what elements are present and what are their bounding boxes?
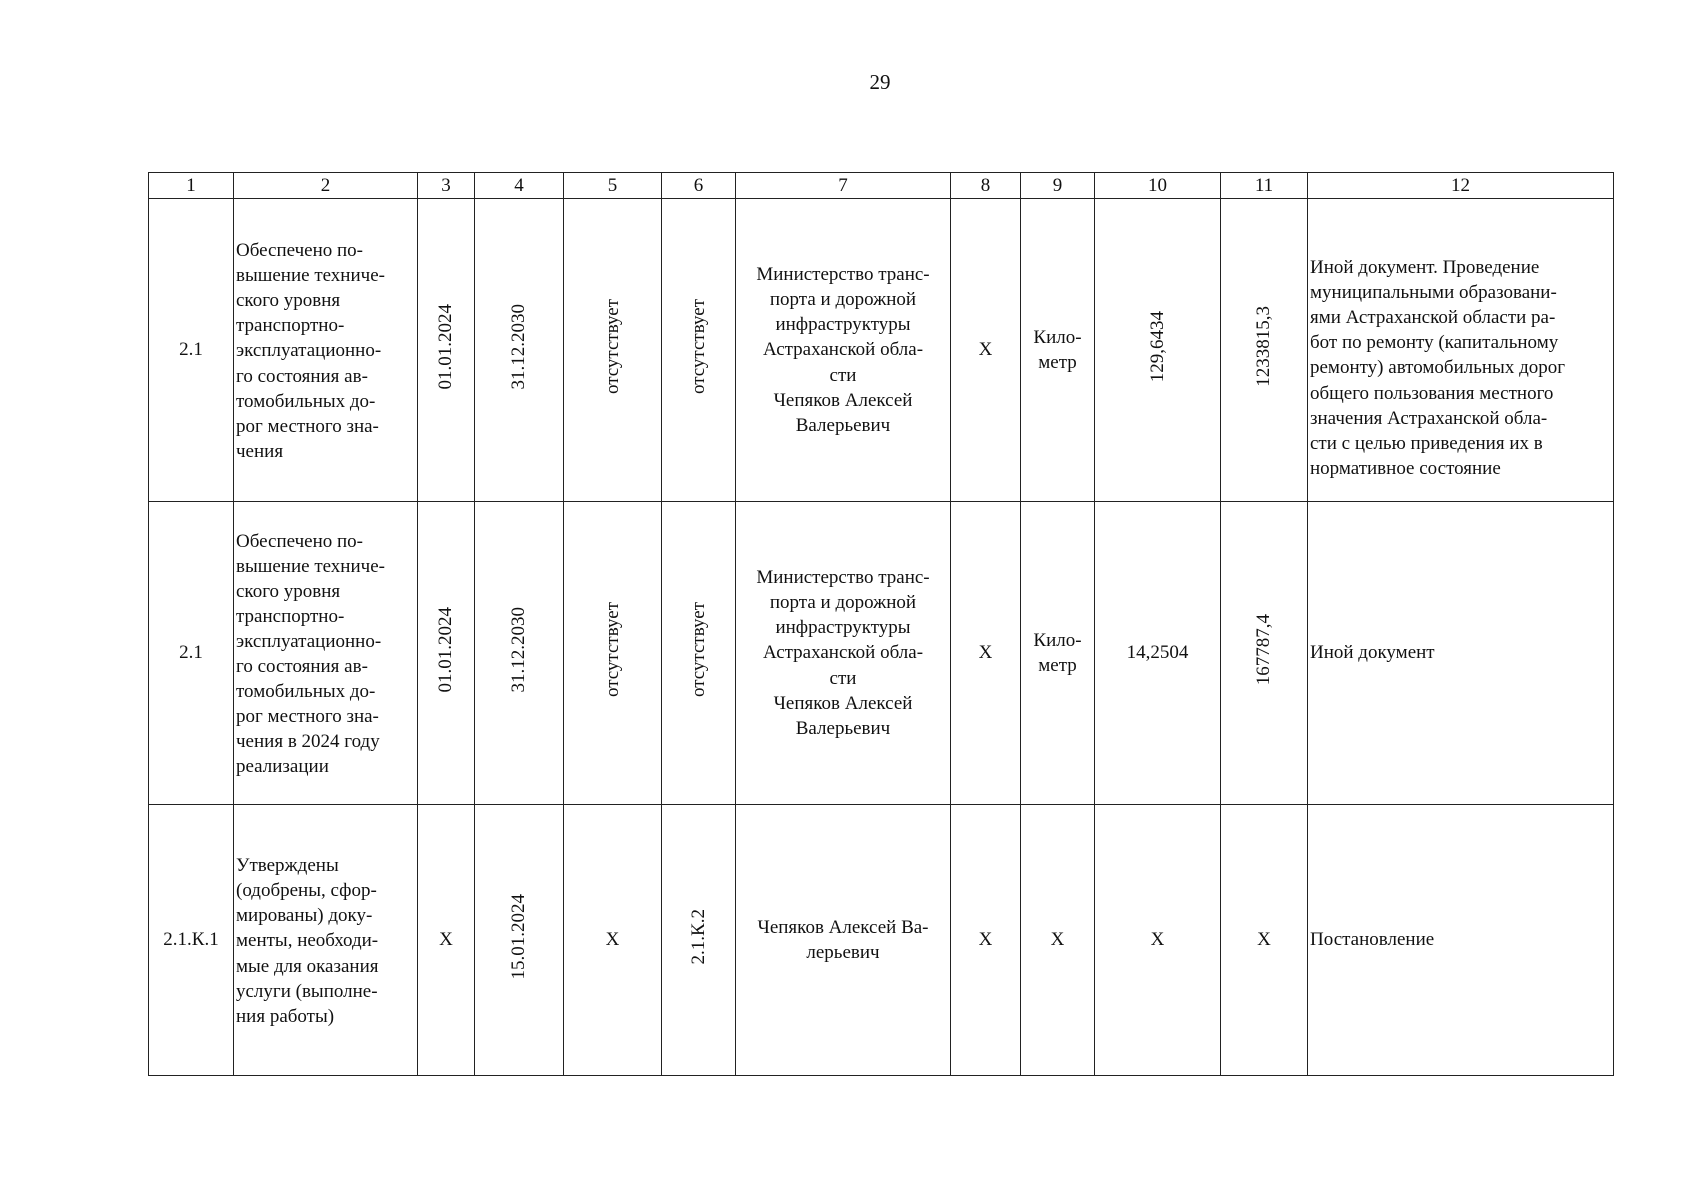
table-row — [149, 805, 1614, 1076]
row-number: 2.1 — [149, 199, 234, 502]
document-description: Иной документ. Проведение муниципальными образовани- ями Астраханской области ра- бот по ремонту (капитальному ремонту) автомобильных дорог общего пользования местного значения Астраханской обла- сти с целью приведения их в нормативное состояние — [1308, 199, 1614, 502]
end-date: 15.01.2024 — [475, 805, 564, 1076]
column-8-value: X — [951, 805, 1021, 1076]
end-date: 31.12.2030 — [475, 502, 564, 805]
column-number: 12 — [1308, 173, 1614, 199]
column-6-value: отсутствует — [662, 199, 736, 502]
unit-of-measure: X — [1021, 805, 1095, 1076]
column-5-value: X — [564, 805, 662, 1076]
responsible-person: Министерство транс- порта и дорожной инфраструктуры Астраханской обла- сти Чепяков Алексей Валерьевич — [736, 199, 951, 502]
column-number: 8 — [951, 173, 1021, 199]
table-row — [149, 502, 1614, 805]
column-number: 4 — [475, 173, 564, 199]
column-number: 9 — [1021, 173, 1095, 199]
result-description: Утверждены (одобрены, сфор- мированы) доку- менты, необходи- мые для оказания услуги (выполне- ния работы) — [234, 805, 418, 1076]
column-6-value: отсутствует — [662, 502, 736, 805]
row-number: 2.1.К.1 — [149, 805, 234, 1076]
column-number: 11 — [1221, 173, 1308, 199]
unit-of-measure: Кило- метр — [1021, 502, 1095, 805]
column-8-value: X — [951, 502, 1021, 805]
column-number: 2 — [234, 173, 418, 199]
column-number: 7 — [736, 173, 951, 199]
responsible-person: Министерство транс- порта и дорожной инфраструктуры Астраханской обла- сти Чепяков Алексей Валерьевич — [736, 502, 951, 805]
column-number: 1 — [149, 173, 234, 199]
page-number: 29 — [869, 70, 891, 94]
row-number: 2.1 — [149, 502, 234, 805]
column-8-value: X — [951, 199, 1021, 502]
column-5-value: отсутствует — [564, 199, 662, 502]
column-5-value: отсутствует — [564, 502, 662, 805]
start-date: 01.01.2024 — [418, 502, 475, 805]
result-description: Обеспечено по- вышение техниче- ского уровня транспортно- эксплуатационно- го состояния ав- томобильных до- рог местного зна- чения — [234, 199, 418, 502]
end-date: 31.12.2030 — [475, 199, 564, 502]
responsible-person: Чепяков Алексей Ва- лерьевич — [736, 805, 951, 1076]
table-row — [149, 199, 1614, 502]
column-6-value: 2.1.К.2 — [662, 805, 736, 1076]
amount-value: X — [1221, 805, 1308, 1076]
document-description: Иной документ — [1308, 502, 1614, 805]
column-number: 10 — [1095, 173, 1221, 199]
amount-value: 1233815,3 — [1221, 199, 1308, 502]
start-date: X — [418, 805, 475, 1076]
start-date: 01.01.2024 — [418, 199, 475, 502]
indicator-value: 14,2504 — [1095, 502, 1221, 805]
result-description: Обеспечено по- вышение техниче- ского уровня транспортно- эксплуатационно- го состояния ав- томобильных до- рог местного зна- чения в 2024 году реализации — [234, 502, 418, 805]
plan-table — [148, 172, 1614, 1076]
indicator-value: X — [1095, 805, 1221, 1076]
unit-of-measure: Кило- метр — [1021, 199, 1095, 502]
document-description: Постановление — [1308, 805, 1614, 1076]
indicator-value: 129,6434 — [1095, 199, 1221, 502]
column-number: 5 — [564, 173, 662, 199]
column-number: 6 — [662, 173, 736, 199]
column-number: 3 — [418, 173, 475, 199]
column-number-row — [149, 173, 1614, 199]
amount-value: 167787,4 — [1221, 502, 1308, 805]
